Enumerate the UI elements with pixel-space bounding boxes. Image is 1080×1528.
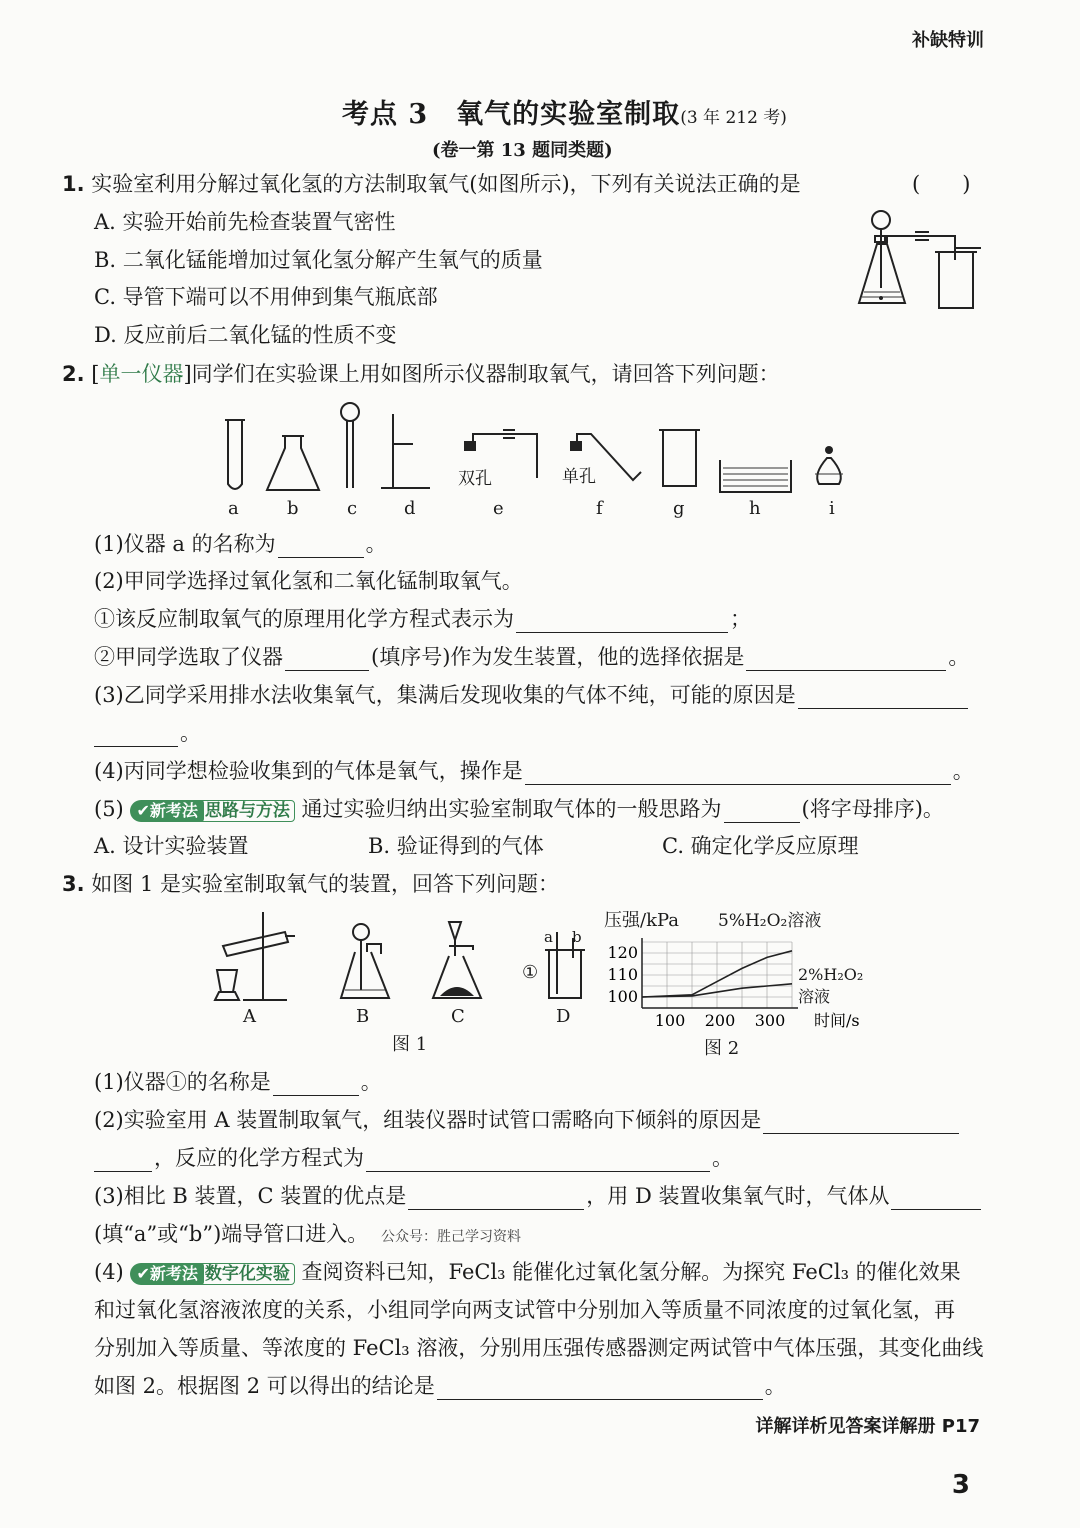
topic-note: (卷一第 13 题同类题) (432, 140, 613, 161)
new-exam-badge: ✔新考法 (130, 800, 203, 822)
instrument-label-c: c (347, 498, 358, 519)
x-tick-label: 300 (754, 1011, 786, 1030)
q3-figure2-chart (606, 928, 876, 1038)
q3-sub2-blank-2[interactable] (94, 1149, 152, 1172)
y-tick-label: 120 (607, 943, 638, 962)
q2-stem: 2. [单一仪器]同学们在实验课上用如图所示仪器制取氧气，请回答下列问题： (62, 362, 780, 386)
q3-sub2-blank-1[interactable] (763, 1111, 959, 1134)
d-port-a: a (544, 928, 553, 946)
q3-sub4: (4) ✔新考法 数字化实验 查阅资料已知，FeCl₃ 能催化过氧化氢分解。为探究 FeCl₃ 的催化效果 (94, 1260, 961, 1284)
watermark-text: 公众号：胜己学习资料 (380, 1229, 521, 1245)
page-number: 3 (951, 1470, 970, 1500)
check-icon: ✔ (136, 800, 150, 820)
instrument-label-b: b (287, 498, 299, 519)
q1-option-d[interactable]: D. 反应前后二氧化锰的性质不变 (94, 323, 397, 347)
q2-sub2: (2)甲同学选择过氧化氢和二氧化锰制取氧气。 (94, 569, 523, 593)
q2-sub4: (4)丙同学想检验收集到的气体是氧气，操作是 。 (94, 759, 974, 783)
chart-legend-5pct: 5%H₂O₂溶液 (718, 911, 822, 931)
q2-sub4-blank[interactable] (525, 762, 951, 785)
instrument-label-e: e (493, 498, 504, 519)
q3-sub1-blank[interactable] (273, 1073, 359, 1096)
y-tick-label: 110 (607, 965, 638, 984)
x-axis-label: 时间/s (814, 1011, 860, 1030)
q2-sub2a: ①该反应制取氧气的原理用化学方程式表示为 ； (94, 607, 751, 631)
q1-option-a[interactable]: A. 实验开始前先检查装置气密性 (94, 210, 396, 234)
instrument-label-f: f (596, 498, 603, 519)
q3-sub4-line2: 和过氧化氢溶液浓度的关系，小组同学向两支试管中分别加入等质量不同浓度的过氧化氢，再 (94, 1298, 955, 1322)
q3-figure1 (205, 908, 605, 1008)
instrument-label-g: g (673, 498, 685, 519)
figure2-caption: 图 2 (704, 1038, 740, 1059)
figure1-caption: 图 1 (392, 1034, 428, 1055)
d-circle-label: ① (522, 962, 539, 983)
topic-title: 考点 3 氧气的实验室制取(3 年 212 考) (342, 99, 787, 130)
flask-c-solid (440, 987, 474, 996)
q3-sub3-blank-1[interactable] (408, 1187, 584, 1210)
apparatus-label-d: D (556, 1006, 571, 1027)
q2-sub3: (3)乙同学采用排水法收集氧气，集满后发现收集的气体不纯，可能的原因是 (94, 681, 970, 709)
q3-sub1: (1)仪器①的名称是 。 (94, 1070, 382, 1094)
q3-stem: 3. 如图 1 是实验室制取氧气的装置，回答下列问题： (62, 872, 559, 896)
y-tick-label: 100 (607, 987, 638, 1006)
q1-option-b[interactable]: B. 二氧化锰能增加过氧化氢分解产生氧气的质量 (94, 248, 543, 272)
q2-sub1: (1)仪器 a 的名称为 。 (94, 532, 387, 556)
lamp-flame (825, 446, 833, 454)
q2-option-c[interactable]: C. 确定化学反应原理 (662, 834, 859, 858)
q2-option-a[interactable]: A. 设计实验装置 (94, 834, 249, 858)
q2-sub1-blank[interactable] (278, 535, 364, 558)
apparatus-label-b: B (356, 1006, 370, 1027)
instrument-label-i: i (829, 498, 835, 519)
q2-sub2b-blank-2[interactable] (746, 648, 946, 671)
d-port-b: b (572, 928, 582, 946)
q2-sub5: (5) ✔新考法 思路与方法 通过实验归纳出实验室制取气体的一般思路为 (将字母排序)。 (94, 797, 944, 821)
catalyst-dot (879, 296, 883, 300)
chart-legend-2pct: 2%H₂O₂溶液 (798, 965, 864, 1006)
q3-sub3-blank-2[interactable] (891, 1187, 981, 1210)
chart-ylabel: 压强/kPa (604, 910, 680, 931)
instrument-label-a: a (228, 498, 239, 519)
stopper-f-label: 单孔 (562, 467, 596, 487)
q2-sub2a-blank[interactable] (516, 610, 728, 633)
instrument-label-d: d (404, 498, 416, 519)
answer-reference: 详解详析见答案详解册 P17 (755, 1416, 980, 1437)
q3-sub2-cont: ，反应的化学方程式为 。 (94, 1144, 733, 1172)
q3-sub4-line4: 如图 2。根据图 2 可以得出的结论是 。 (94, 1374, 786, 1398)
q3-sub3: (3)相比 B 装置，C 装置的优点是 ，用 D 装置收集氧气时，气体从 (94, 1182, 983, 1210)
q2-sub3-cont: 。 (94, 719, 201, 747)
check-icon: ✔ (136, 1263, 150, 1283)
apparatus-label-c: C (451, 1006, 465, 1027)
q2-option-b[interactable]: B. 验证得到的气体 (368, 834, 544, 858)
x-tick-label: 100 (654, 1011, 686, 1030)
instrument-label-h: h (749, 498, 761, 519)
section-tag: 补缺特训 (912, 30, 984, 51)
apparatus-label-a: A (243, 1006, 256, 1027)
q3-sub3-cont: (填“a”或“b”)端导管口进入。 公众号：胜己学习资料 (94, 1222, 521, 1246)
stopper-e-label: 双孔 (458, 469, 492, 489)
q2-sub2b-blank-1[interactable] (285, 648, 369, 671)
q2-instruments-figure (215, 400, 865, 495)
q1-option-c[interactable]: C. 导管下端可以不用伸到集气瓶底部 (94, 285, 438, 309)
badge-tag-2: 数字化实验 (200, 1263, 295, 1285)
q2-sub5-blank[interactable] (724, 800, 800, 823)
q1-answer-paren[interactable]: ( ) (912, 172, 971, 196)
badge-tag: 思路与方法 (200, 800, 295, 822)
q3-sub4-line3: 分别加入等质量、等浓度的 FeCl₃ 溶液，分别用压强传感器测定两试管中气体压强，其变化曲线 (94, 1336, 984, 1360)
q1-stem: 1. 实验室利用分解过氧化氢的方法制取氧气(如图所示)，下列有关说法正确的是 (62, 172, 801, 196)
new-exam-badge-2: ✔新考法 (130, 1263, 203, 1285)
q2-sub2b: ②甲同学选取了仪器 (填序号)作为发生装置，他的选择依据是 。 (94, 645, 970, 669)
q2-sub3-blank-2[interactable] (94, 724, 178, 747)
q3-sub2: (2)实验室用 A 装置制取氧气，组装仪器时试管口需略向下倾斜的原因是 (94, 1106, 961, 1134)
x-tick-label: 200 (704, 1011, 736, 1030)
q3-sub4-blank[interactable] (437, 1377, 763, 1400)
q1-apparatus-figure (855, 208, 985, 313)
q3-sub2-blank-3[interactable] (366, 1149, 710, 1172)
q2-sub3-blank-1[interactable] (798, 686, 968, 709)
